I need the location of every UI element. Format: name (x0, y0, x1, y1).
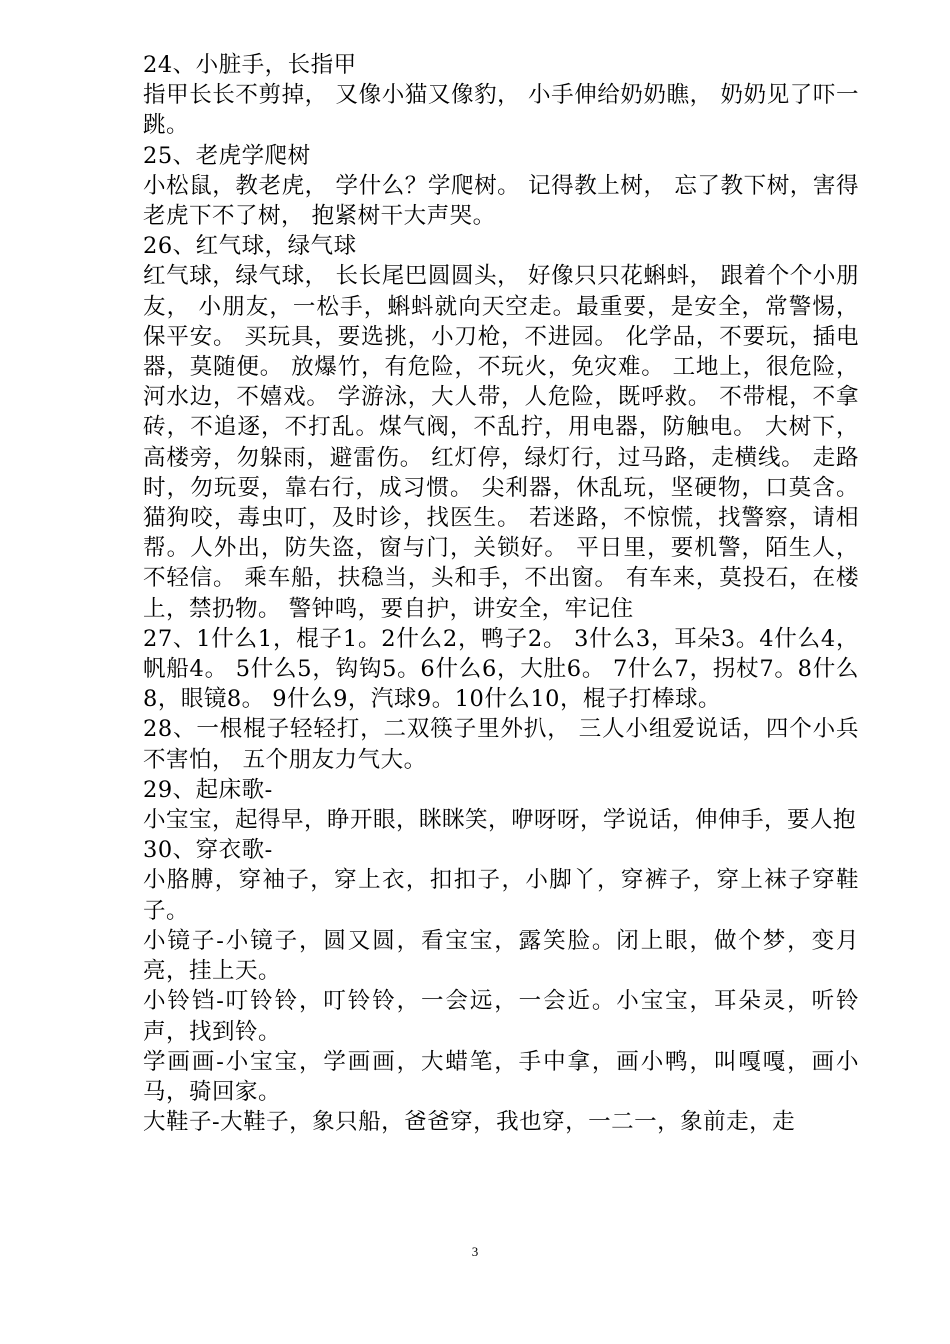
heading-30: 30、穿衣歌- (143, 837, 273, 864)
page-number: 3 (471, 1244, 479, 1259)
heading-29: 29、起床歌- (143, 776, 273, 803)
heading-26: 26、红气球，绿气球 (143, 233, 357, 260)
paragraph-26: 红气球，绿气球， 长长尾巴圆圆头， 好像只只花蝌蚪， 跟着个个小朋友， 小朋友，一松手，蝌蚪就向天空走。最重要，是安全，常警惕，保平安。 买玩具，要选挑，小刀枪，不进园。 化学品，不要玩，插电器，莫随便。 放爆竹，有危险，不玩火，免灾难。 工地上，很危险，河水边，不嬉戏。 学游泳，大人带，人危险，既呼救。 不带棍，不拿砖，不追逐，不打乱。煤气阀，不乱拧，用电器，防触电。 大树下，高楼旁，勿躲雨，避雷伤。 红灯停，绿灯行，过马路，走横线。 走路时，勿玩耍，靠右行，成习惯。 尖利器，休乱玩，坚硬物，口莫含。 猫狗咬，毒虫叮，及时诊，找医生。 若迷路，不惊慌，找警察，请相帮。人外出，防失盗，窗与门，关锁好。 平日里，要机警，陌生人，不轻信。 乘车船，扶稳当，头和手，不出窗。 有车来，莫投石，在楼上，禁扔物。 警钟鸣，要自护，讲安全，牢记住 (143, 263, 859, 622)
paragraph-29: 小宝宝，起得早，睁开眼，眯眯笑，咿呀呀，学说话，伸伸手，要人抱 (143, 807, 857, 834)
paragraph-30: 小胳膊，穿袖子，穿上衣，扣扣子，小脚丫，穿裤子，穿上袜子穿鞋子。 (143, 867, 859, 924)
paragraph-bell: 小铃铛-叮铃铃，叮铃铃，一会远，一会近。小宝宝，耳朵灵，听铃声，找到铃。 (143, 988, 859, 1045)
heading-25: 25、老虎学爬树 (143, 142, 311, 169)
paragraph-mirror: 小镜子-小镜子，圆又圆，看宝宝，露笑脸。闭上眼，做个梦，变月亮，挂上天。 (143, 927, 859, 985)
document-body (143, 50, 859, 1137)
paragraph-big-shoes: 大鞋子-大鞋子，象只船，爸爸穿，我也穿，一二一，象前走，走 (143, 1109, 796, 1136)
paragraph-28: 28、一根棍子轻轻打，二双筷子里外扒， 三人小组爱说话，四个小兵不害怕， 五个朋友力气大。 (143, 716, 859, 773)
paragraph-24: 指甲长长不剪掉， 又像小猫又像豹， 小手伸给奶奶瞧， 奶奶见了吓一跳。 (143, 82, 859, 139)
paragraph-27: 27、1什么1，棍子1。2什么2，鸭子2。 3什么3，耳朵3。4什么4，帆船4。 5什么5，钩钩5。6什么6，大肚6。 7什么7，拐杖7。8什么8，眼镜8。 9什么9，汽球9。10什么10，棍子打棒球。 (143, 625, 859, 713)
paragraph-drawing: 学画画-小宝宝，学画画，大蜡笔，手中拿，画小鸭，叫嘎嘎，画小马，骑回家。 (143, 1048, 859, 1105)
paragraph-25: 小松鼠，教老虎， 学什么？学爬树。 记得教上树， 忘了教下树，害得老虎下不了树， 抱紧树干大声哭。 (143, 172, 859, 230)
heading-24: 24、小脏手，长指甲 (143, 52, 357, 78)
